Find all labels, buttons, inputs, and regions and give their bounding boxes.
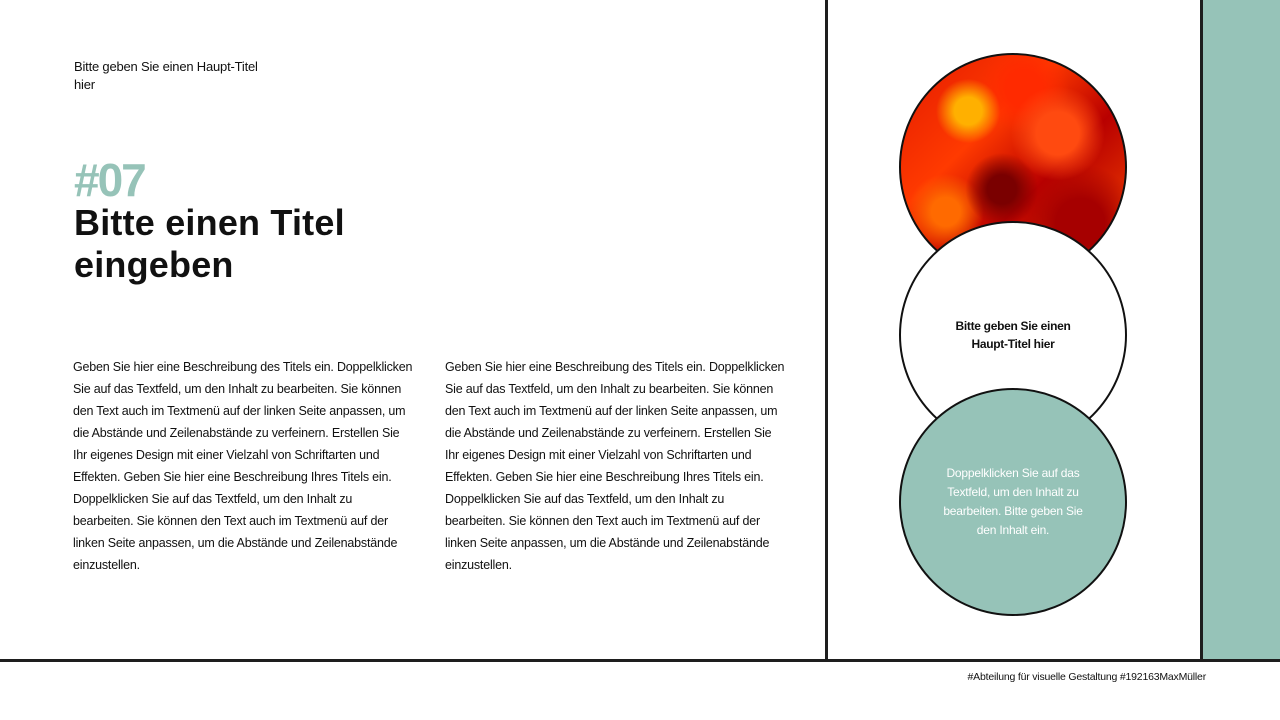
- circle-title: Bitte geben Sie einen Haupt-Titel hier: [955, 319, 1071, 351]
- divider-line-left: [825, 0, 828, 660]
- divider-line-right: [1200, 0, 1203, 660]
- body-text-left: Geben Sie hier eine Beschreibung des Titels ein. Doppelklicken Sie auf das Textfeld, um den Inhalt zu bearbeiten. Sie können den Text auch im Textmenü auf der linken Seite anpassen, um die Abstände und Zeilenabstände zu verfeinern. Erstellen Sie Ihr eigenes Design mit einer Vielzahl von Schriftarten und Effekten. Geben Sie hier eine Beschreibung Ihres Titels ein. Doppelklicken Sie auf das Textfeld, um den Inhalt zu bearbeiten. Sie können den Text auch im Textmenü auf der linken Seite anpassen, um die Abstände und Zeilenabstände einzustellen.: [73, 360, 413, 572]
- circle-text: Doppelklicken Sie auf das Textfeld, um den Inhalt zu bearbeiten. Bitte geben Sie den Inhalt ein.: [943, 466, 1083, 537]
- footer-divider: [0, 659, 1280, 662]
- body-text-right: Geben Sie hier eine Beschreibung des Titels ein. Doppelklicken Sie auf das Textfeld, um den Inhalt zu bearbeiten. Sie können den Text auch im Textmenü auf der linken Seite anpassen, um die Abstände und Zeilenabstände zu verfeinern. Erstellen Sie Ihr eigenes Design mit einer Vielzahl von Schriftarten und Effekten. Geben Sie hier eine Beschreibung Ihres Titels ein. Doppelklicken Sie auf das Textfeld, um den Inhalt zu bearbeiten. Sie können den Text auch im Textmenü auf der linken Seite anpassen, um die Abstände und Zeilenabstände einzustellen.: [445, 360, 785, 572]
- text-circle: [899, 388, 1127, 616]
- section-number: #07: [74, 154, 145, 206]
- small-title: Bitte geben Sie einen Haupt-Titel hier: [74, 59, 258, 92]
- footer-text: #Abteilung für visuelle Gestaltung #192163MaxMüller: [967, 671, 1206, 683]
- accent-strip: [1203, 0, 1280, 660]
- page-title: Bitte einen Titel eingeben: [74, 202, 345, 285]
